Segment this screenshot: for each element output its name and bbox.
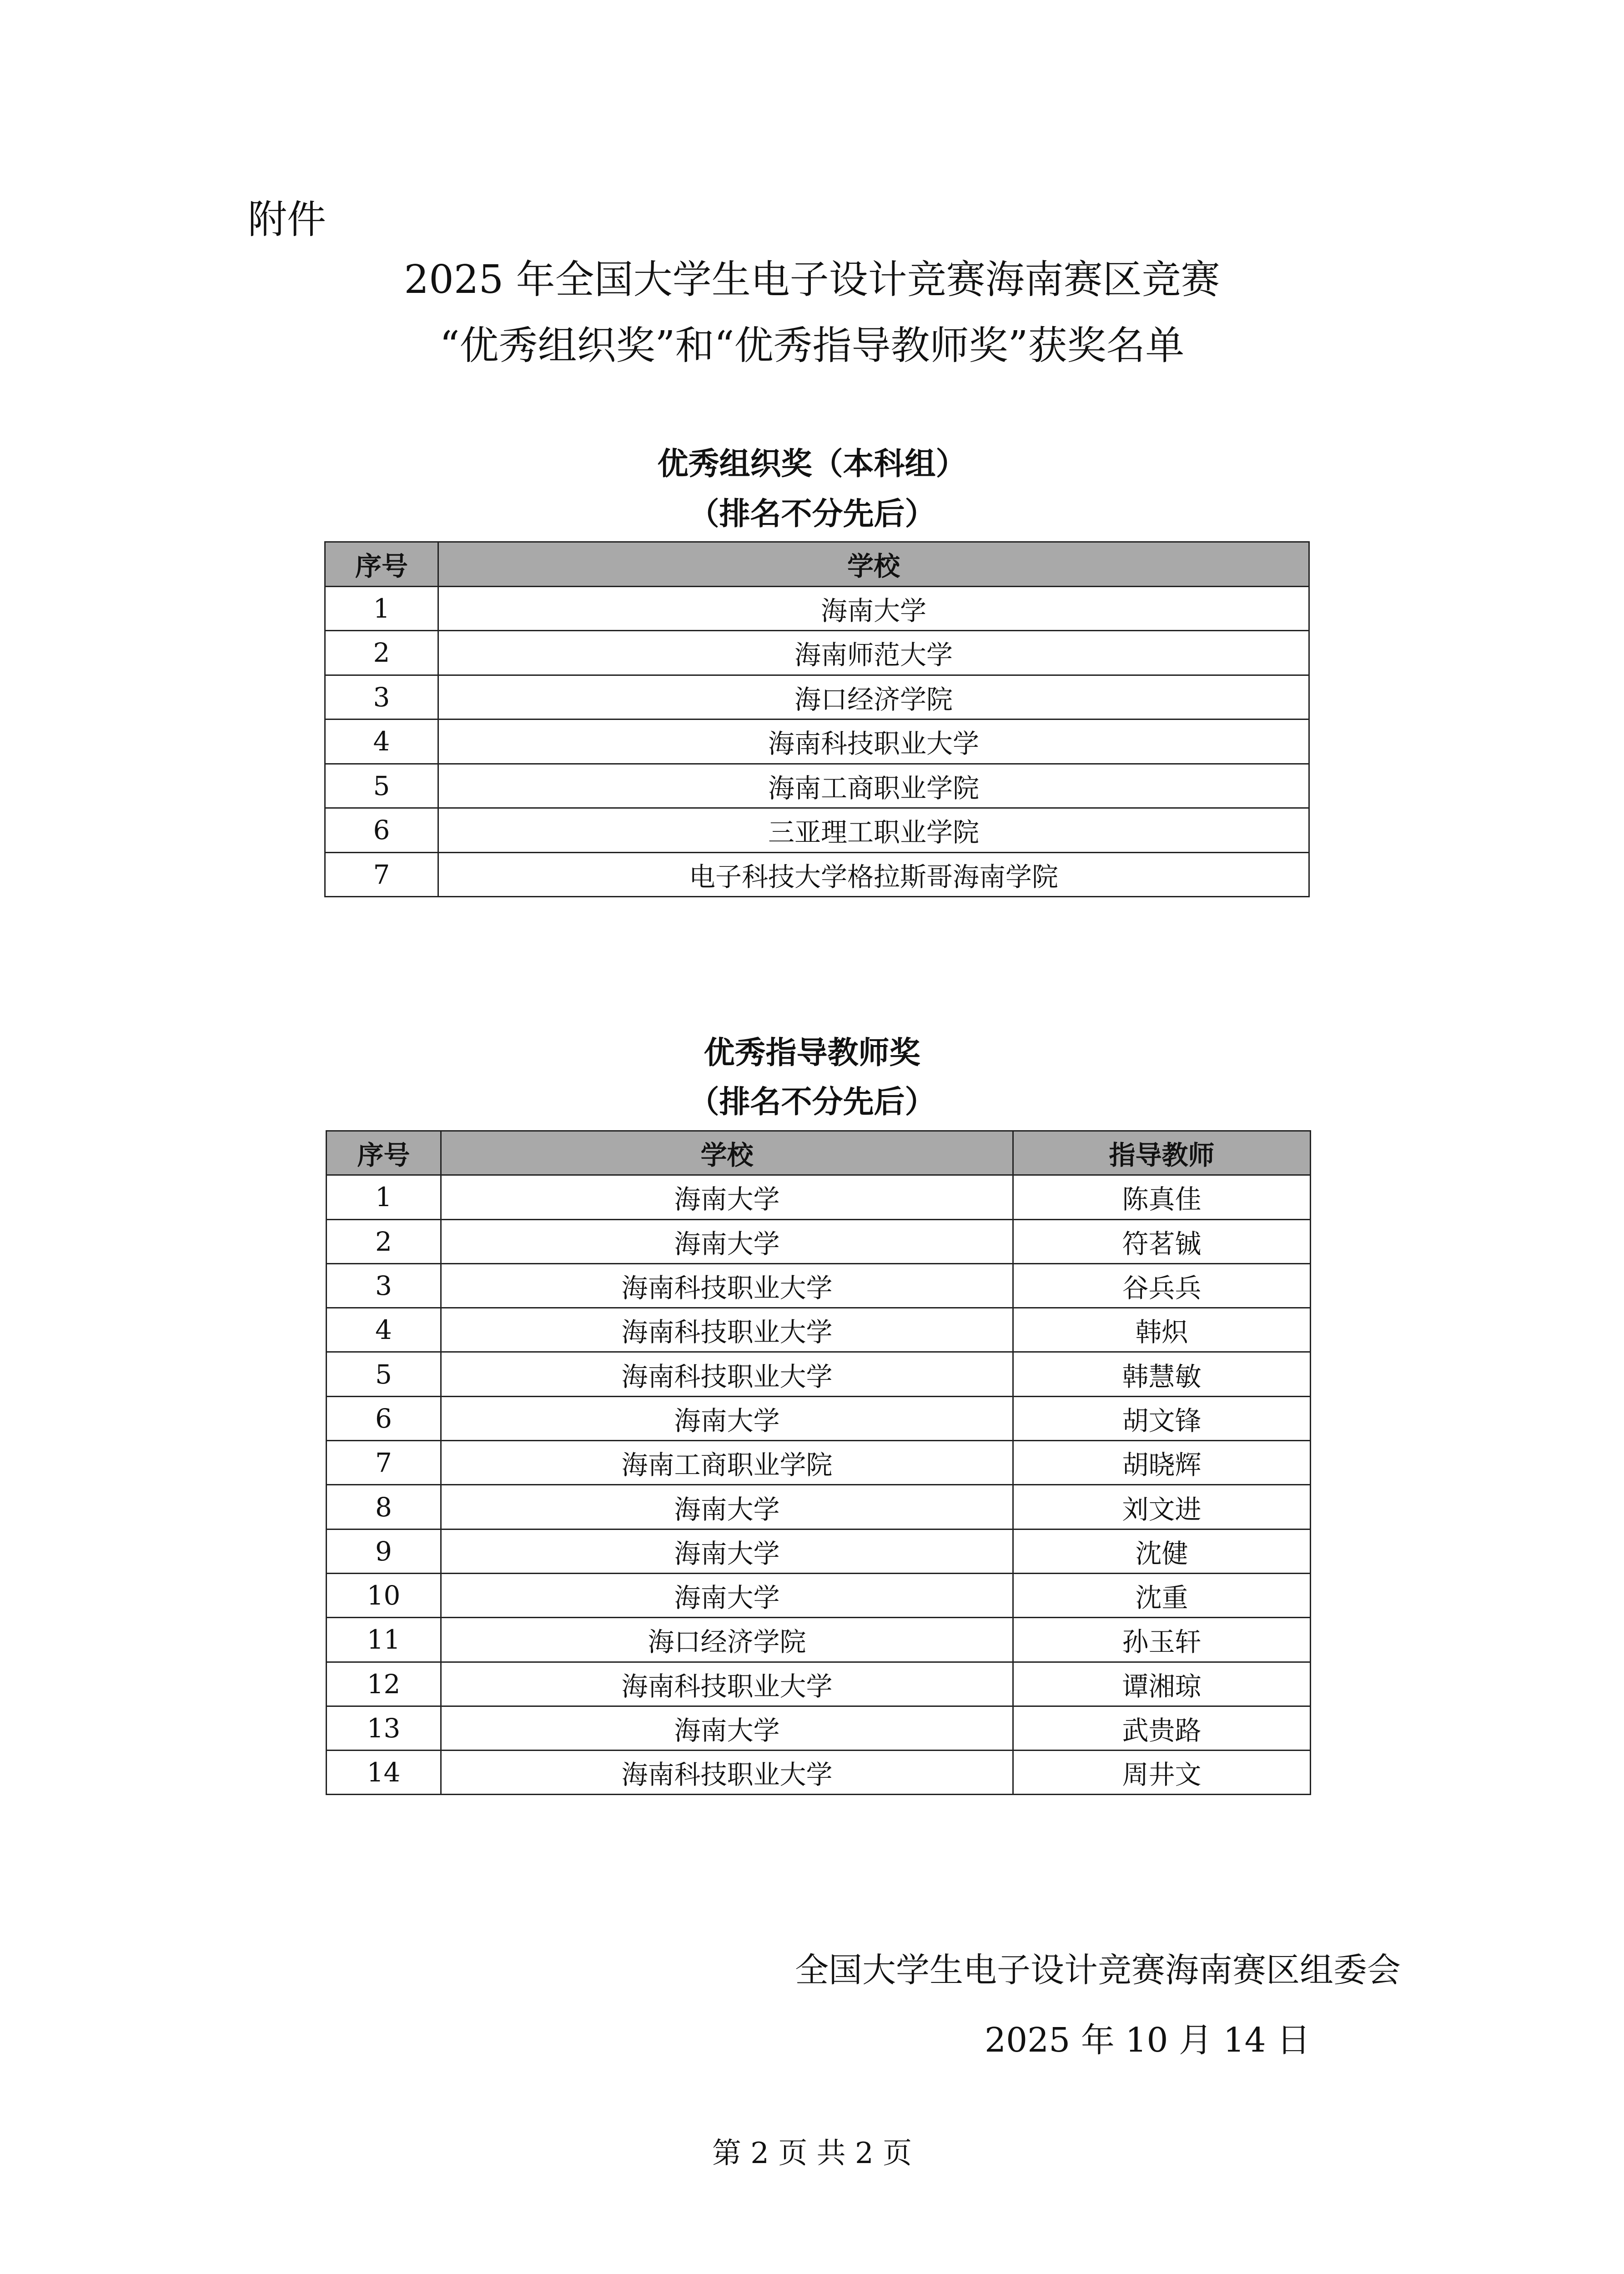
cell-no: 10 xyxy=(327,1573,441,1617)
header-school: 学校 xyxy=(438,542,1309,587)
cell-teacher: 谭湘琼 xyxy=(1013,1662,1311,1706)
cell-no: 3 xyxy=(327,1263,441,1308)
cell-no: 6 xyxy=(325,808,438,853)
table-row xyxy=(327,1175,1311,1219)
table-row xyxy=(327,1263,1311,1308)
table-row xyxy=(327,1751,1311,1795)
signature-organization: 全国大学生电子设计竞赛海南赛区组委会 xyxy=(795,1951,1401,1990)
cell-no: 14 xyxy=(327,1751,441,1795)
cell-teacher: 武贵路 xyxy=(1013,1706,1311,1750)
cell-no: 2 xyxy=(327,1219,441,1263)
cell-school: 海南大学 xyxy=(438,586,1309,631)
cell-school: 海南师范大学 xyxy=(438,631,1309,675)
cell-teacher: 胡文锋 xyxy=(1013,1396,1311,1440)
attachment-label: 附件 xyxy=(248,197,326,242)
document-title-line-2: “优秀组织奖”和“优秀指导教师奖”获奖名单 xyxy=(439,323,1185,368)
organization-award-subtitle: （排名不分先后） xyxy=(688,496,936,532)
table-row xyxy=(327,1662,1311,1706)
cell-school: 海南科技职业大学 xyxy=(438,719,1309,764)
cell-no: 7 xyxy=(327,1441,441,1485)
page-number-footer: 第 2 页 共 2 页 xyxy=(712,2137,912,2170)
header-school: 学校 xyxy=(441,1131,1013,1175)
cell-no: 2 xyxy=(325,631,438,675)
cell-school: 海南工商职业学院 xyxy=(438,764,1309,808)
header-no: 序号 xyxy=(327,1131,441,1175)
cell-school: 三亚理工职业学院 xyxy=(438,808,1309,853)
table-row xyxy=(325,586,1309,631)
cell-school: 海南科技职业大学 xyxy=(441,1662,1013,1706)
header-no: 序号 xyxy=(325,542,438,587)
cell-no: 11 xyxy=(327,1618,441,1662)
table-row xyxy=(327,1396,1311,1440)
cell-no: 5 xyxy=(325,764,438,808)
header-teacher: 指导教师 xyxy=(1013,1131,1311,1175)
cell-school: 海口经济学院 xyxy=(441,1618,1013,1662)
cell-school: 海南大学 xyxy=(441,1396,1013,1440)
cell-school: 电子科技大学格拉斯哥海南学院 xyxy=(438,852,1309,897)
table-row xyxy=(327,1706,1311,1750)
cell-teacher: 符茗铖 xyxy=(1013,1219,1311,1263)
table-row xyxy=(325,764,1309,808)
cell-no: 12 xyxy=(327,1662,441,1706)
table-row xyxy=(327,1529,1311,1573)
table-row xyxy=(327,1618,1311,1662)
cell-teacher: 孙玉轩 xyxy=(1013,1618,1311,1662)
cell-no: 4 xyxy=(325,719,438,764)
table-row xyxy=(327,1352,1311,1396)
cell-no: 1 xyxy=(327,1175,441,1219)
cell-school: 海南科技职业大学 xyxy=(441,1751,1013,1795)
cell-school: 海南科技职业大学 xyxy=(441,1308,1013,1352)
cell-teacher: 沈重 xyxy=(1013,1573,1311,1617)
cell-teacher: 陈真佳 xyxy=(1013,1175,1311,1219)
cell-teacher: 胡晓辉 xyxy=(1013,1441,1311,1485)
cell-no: 4 xyxy=(327,1308,441,1352)
cell-school: 海南大学 xyxy=(441,1573,1013,1617)
cell-school: 海南科技职业大学 xyxy=(441,1263,1013,1308)
cell-no: 9 xyxy=(327,1529,441,1573)
cell-teacher: 韩慧敏 xyxy=(1013,1352,1311,1396)
table-row xyxy=(327,1573,1311,1617)
cell-teacher: 韩炽 xyxy=(1013,1308,1311,1352)
cell-school: 海南科技职业大学 xyxy=(441,1352,1013,1396)
table-row xyxy=(327,1219,1311,1263)
cell-school: 海口经济学院 xyxy=(438,675,1309,719)
cell-school: 海南大学 xyxy=(441,1529,1013,1573)
table-row xyxy=(327,1485,1311,1529)
cell-school: 海南大学 xyxy=(441,1706,1013,1750)
cell-teacher: 谷兵兵 xyxy=(1013,1263,1311,1308)
table-row xyxy=(325,808,1309,853)
document-title-line-1: 2025 年全国大学生电子设计竞赛海南赛区竞赛 xyxy=(404,257,1220,302)
cell-no: 8 xyxy=(327,1485,441,1529)
table-header-row xyxy=(325,542,1309,587)
cell-no: 5 xyxy=(327,1352,441,1396)
organization-award-title: 优秀组织奖（本科组） xyxy=(657,446,967,482)
cell-teacher: 沈健 xyxy=(1013,1529,1311,1573)
table-row xyxy=(325,852,1309,897)
cell-no: 3 xyxy=(325,675,438,719)
table-row xyxy=(327,1441,1311,1485)
table-row xyxy=(325,719,1309,764)
cell-school: 海南大学 xyxy=(441,1219,1013,1263)
cell-teacher: 周井文 xyxy=(1013,1751,1311,1795)
cell-school: 海南工商职业学院 xyxy=(441,1441,1013,1485)
cell-no: 7 xyxy=(325,852,438,897)
signature-date: 2025 年 10 月 14 日 xyxy=(985,2021,1311,2060)
teacher-award-subtitle: （排名不分先后） xyxy=(688,1084,936,1120)
teacher-award-title: 优秀指导教师奖 xyxy=(704,1035,920,1071)
cell-no: 13 xyxy=(327,1706,441,1750)
table-row xyxy=(325,631,1309,675)
cell-teacher: 刘文进 xyxy=(1013,1485,1311,1529)
organization-award-table xyxy=(324,541,1310,897)
teacher-award-table xyxy=(326,1130,1311,1795)
table-row xyxy=(327,1308,1311,1352)
cell-no: 1 xyxy=(325,586,438,631)
cell-no: 6 xyxy=(327,1396,441,1440)
table-row xyxy=(325,675,1309,719)
cell-school: 海南大学 xyxy=(441,1485,1013,1529)
cell-school: 海南大学 xyxy=(441,1175,1013,1219)
table-header-row xyxy=(327,1131,1311,1175)
